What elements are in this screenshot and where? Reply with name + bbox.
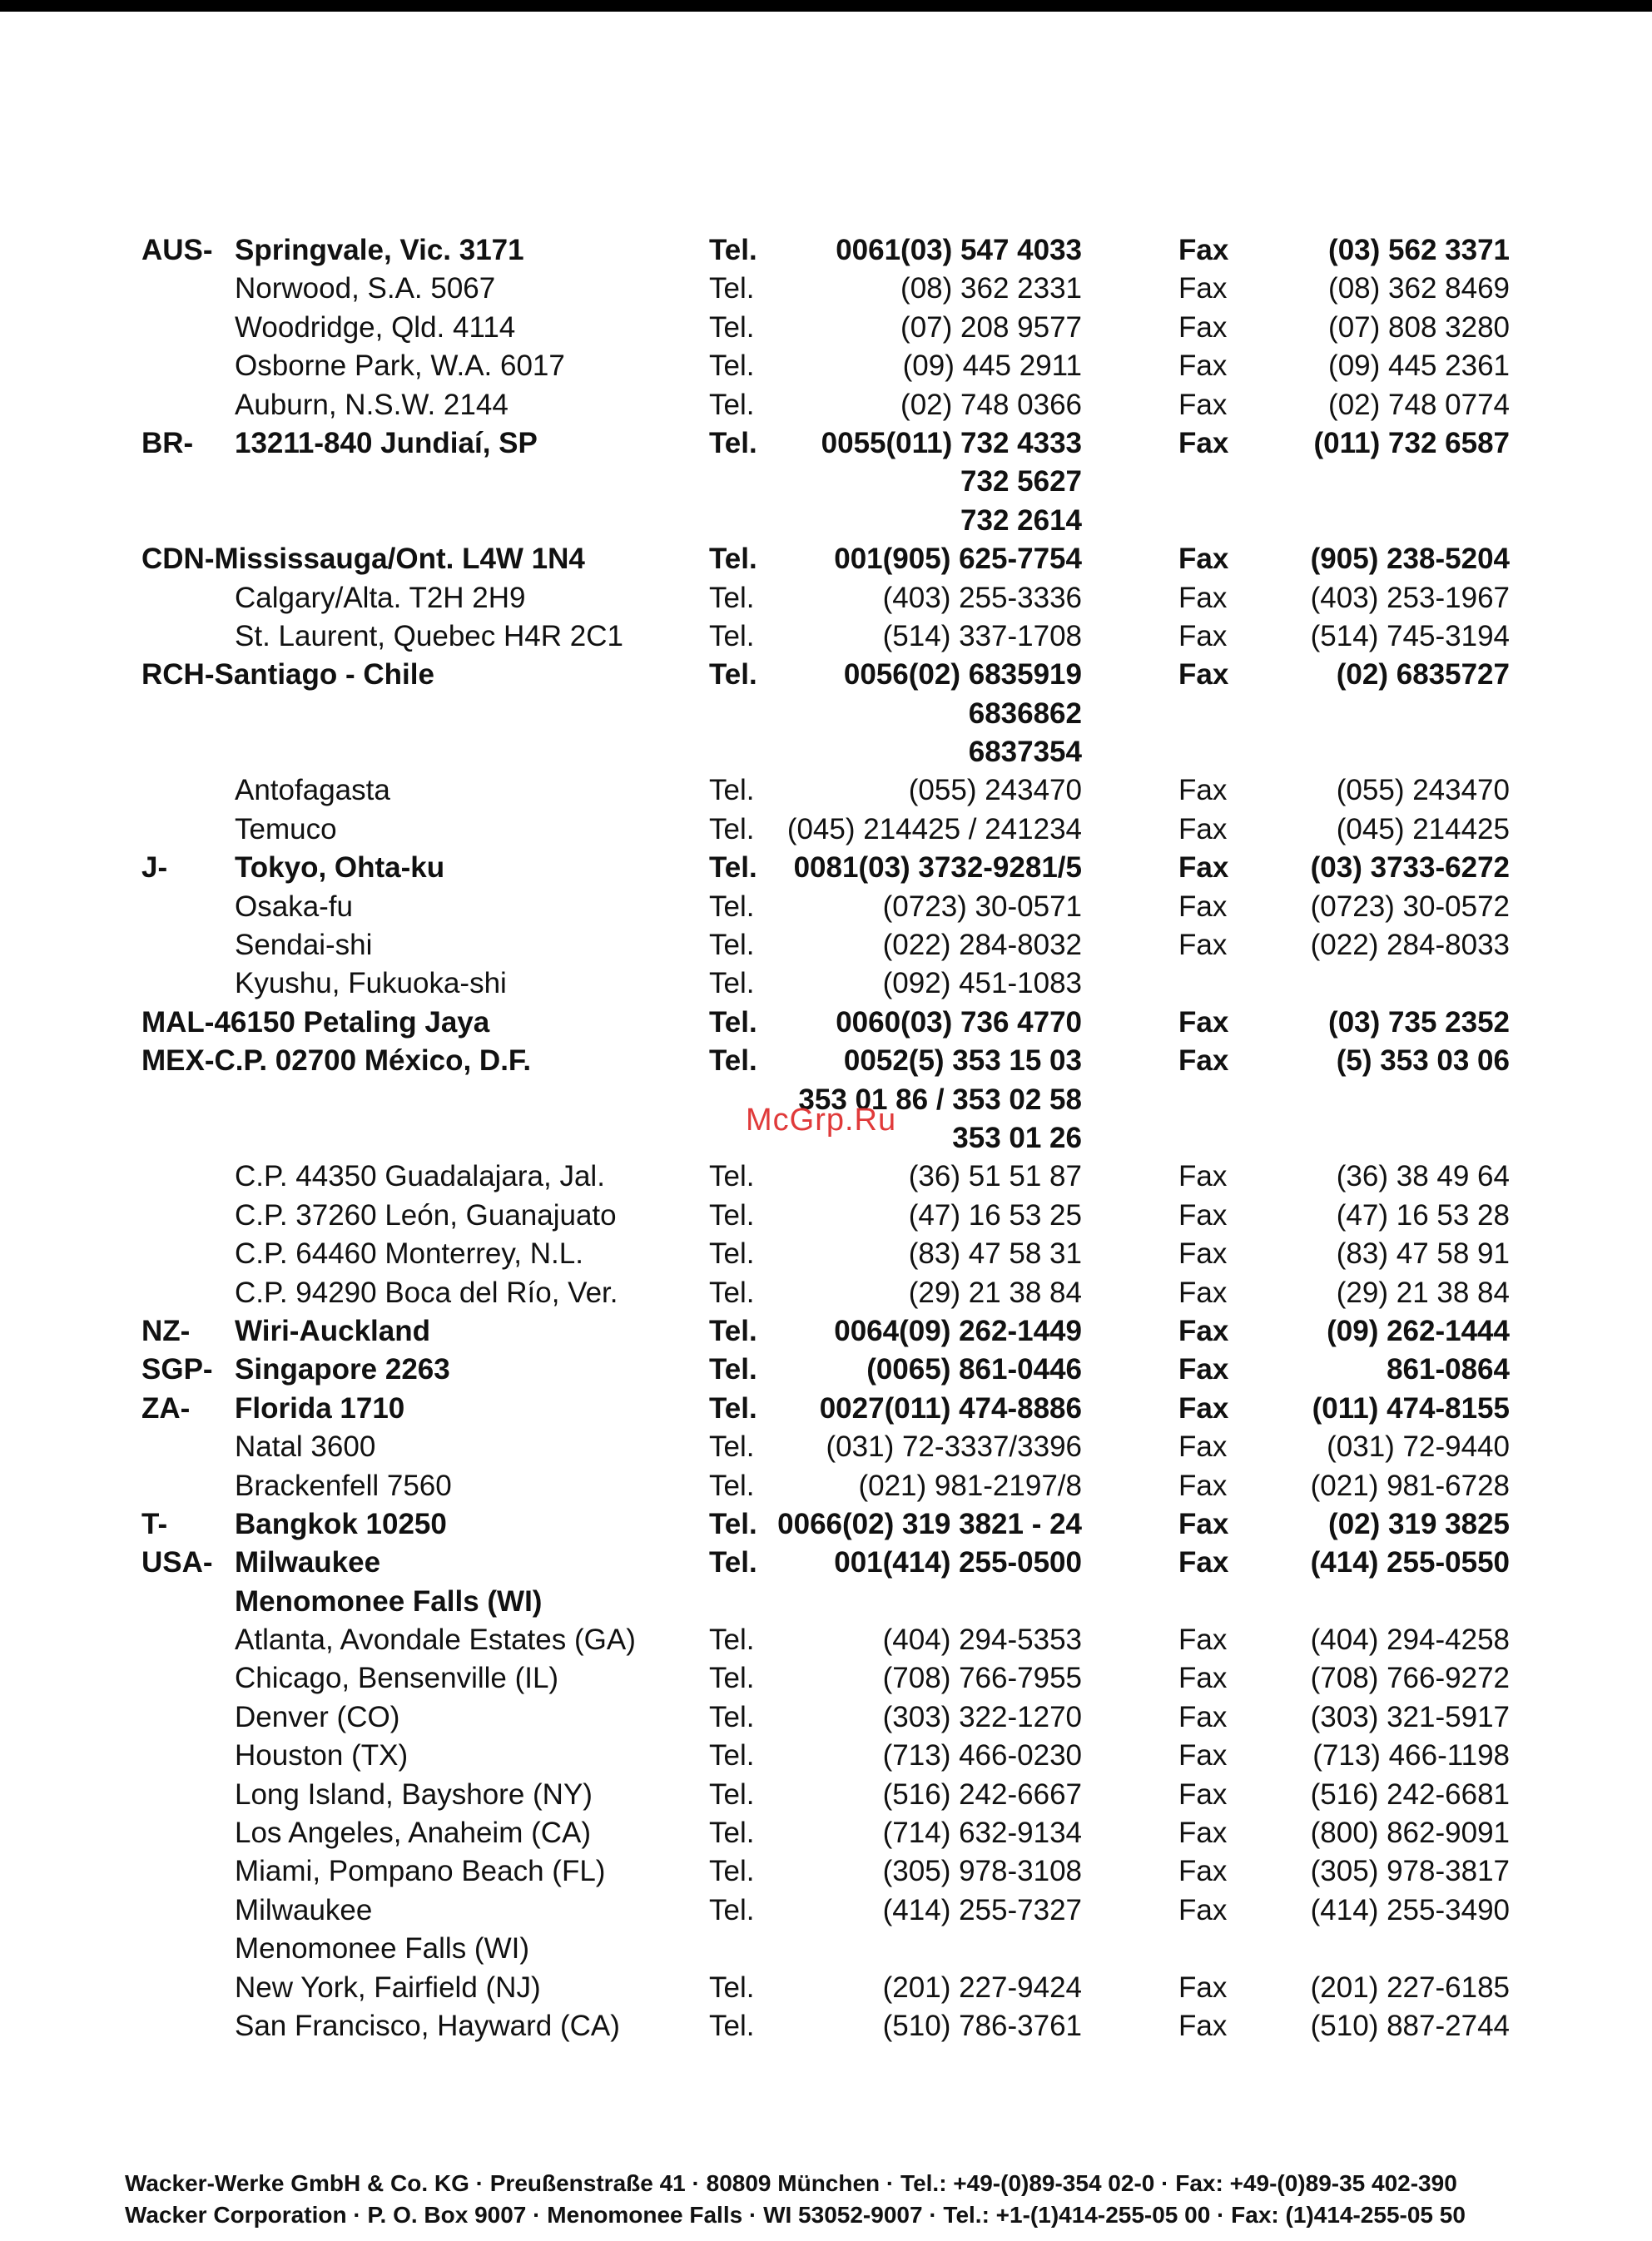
country-code: AUS- xyxy=(141,234,213,266)
tel-label: Tel. xyxy=(709,1624,755,1657)
fax-label: Fax xyxy=(1178,426,1229,459)
fax-label: Fax xyxy=(1178,774,1228,807)
location-name: Springvale, Vic. 3171 xyxy=(235,234,524,266)
tel-label: Tel. xyxy=(709,812,755,845)
location-name: Sendai-shi xyxy=(235,929,373,962)
fax-number: (03) 735 2352 xyxy=(1328,1005,1510,1039)
telephone-number: 353 01 26 xyxy=(952,1121,1082,1154)
telephone-number: 001(414) 255-0500 xyxy=(834,1546,1082,1579)
tel-label: Tel. xyxy=(709,619,755,652)
telephone-number: (0723) 30-0571 xyxy=(882,890,1082,923)
fax-number: (713) 466-1198 xyxy=(1312,1739,1510,1772)
fax-number: (02) 748 0774 xyxy=(1328,388,1510,421)
directory-row xyxy=(0,811,1652,849)
directory-row xyxy=(0,656,1652,694)
location-name: MAL-46150 Petaling Jaya xyxy=(141,1005,490,1039)
fax-label: Fax xyxy=(1178,350,1228,383)
telephone-number: (031) 72-3337/3396 xyxy=(826,1430,1082,1464)
fax-label: Fax xyxy=(1178,812,1228,845)
fax-label: Fax xyxy=(1178,1276,1228,1309)
fax-number: (403) 253-1967 xyxy=(1310,581,1510,614)
telephone-number: (714) 632-9134 xyxy=(882,1817,1082,1850)
location-name: Brackenfell 7560 xyxy=(235,1469,452,1502)
location-name: San Francisco, Hayward (CA) xyxy=(235,2009,620,2042)
fax-number: (404) 294-4258 xyxy=(1310,1624,1510,1657)
fax-label: Fax xyxy=(1178,581,1228,614)
tel-label: Tel. xyxy=(709,350,755,383)
telephone-number: (708) 766-7955 xyxy=(882,1662,1082,1695)
telephone-number: 001(905) 625-7754 xyxy=(834,543,1082,576)
telephone-number: 0061(03) 547 4033 xyxy=(836,234,1082,266)
tel-label: Tel. xyxy=(709,1005,757,1039)
directory-row xyxy=(0,1814,1652,1852)
fax-label: Fax xyxy=(1178,1700,1228,1733)
location-name: Osborne Park, W.A. 6017 xyxy=(235,350,565,383)
telephone-number: (092) 451-1083 xyxy=(882,967,1082,1000)
directory-row xyxy=(0,347,1652,385)
tel-label: Tel. xyxy=(709,426,757,459)
location-name: Bangkok 10250 xyxy=(235,1507,447,1540)
fax-label: Fax xyxy=(1178,929,1228,962)
location-name: MEX-C.P. 02700 México, D.F. xyxy=(141,1044,532,1078)
fax-label: Fax xyxy=(1178,1971,1228,2004)
fax-number: (022) 284-8033 xyxy=(1310,929,1510,962)
fax-label: Fax xyxy=(1178,619,1228,652)
telephone-number: (022) 284-8032 xyxy=(882,929,1082,962)
fax-label: Fax xyxy=(1178,234,1229,266)
telephone-number: (510) 786-3761 xyxy=(882,2009,1082,2042)
fax-label: Fax xyxy=(1178,1662,1228,1695)
fax-number: (03) 562 3371 xyxy=(1328,234,1510,266)
fax-number: (47) 16 53 28 xyxy=(1336,1198,1510,1232)
fax-number: (02) 6835727 xyxy=(1336,658,1510,692)
fax-number: (03) 3733-6272 xyxy=(1310,851,1510,885)
location-name: Antofagasta xyxy=(235,774,390,807)
directory-row xyxy=(0,695,1652,733)
directory-row xyxy=(0,579,1652,617)
fax-label: Fax xyxy=(1178,890,1228,923)
telephone-number: 0055(011) 732 4333 xyxy=(821,426,1082,459)
tel-label: Tel. xyxy=(709,1430,755,1464)
telephone-number: (404) 294-5353 xyxy=(882,1624,1082,1657)
location-name: C.P. 64460 Monterrey, N.L. xyxy=(235,1237,583,1271)
location-name: Calgary/Alta. T2H 2H9 xyxy=(235,581,526,614)
telephone-number: (09) 445 2911 xyxy=(902,350,1082,383)
directory-row xyxy=(0,1930,1652,1968)
fax-label: Fax xyxy=(1178,1739,1228,1772)
tel-label: Tel. xyxy=(709,1507,757,1540)
location-name: Norwood, S.A. 5067 xyxy=(235,272,496,305)
location-name: Singapore 2263 xyxy=(235,1353,450,1386)
directory-row xyxy=(0,1776,1652,1814)
location-name: Milwaukee xyxy=(235,1546,381,1579)
tel-label: Tel. xyxy=(709,1971,755,2004)
tel-label: Tel. xyxy=(709,851,757,885)
directory-row xyxy=(0,231,1652,270)
location-name: Chicago, Bensenville (IL) xyxy=(235,1662,559,1695)
directory-row xyxy=(0,1583,1652,1621)
tel-label: Tel. xyxy=(709,1198,755,1232)
fax-number: (83) 47 58 91 xyxy=(1336,1237,1510,1271)
top-border-bar xyxy=(0,0,1652,12)
directory-row xyxy=(0,926,1652,964)
fax-label: Fax xyxy=(1178,1314,1229,1347)
tel-label: Tel. xyxy=(709,272,755,305)
tel-label: Tel. xyxy=(709,1817,755,1850)
country-code: USA- xyxy=(141,1546,213,1579)
directory-row xyxy=(0,1004,1652,1042)
tel-label: Tel. xyxy=(709,1739,755,1772)
tel-label: Tel. xyxy=(709,310,755,344)
directory-row xyxy=(0,1351,1652,1389)
location-name: Denver (CO) xyxy=(235,1700,400,1733)
telephone-number: 6837354 xyxy=(968,736,1082,769)
tel-label: Tel. xyxy=(709,1662,755,1695)
tel-label: Tel. xyxy=(709,388,755,421)
tel-label: Tel. xyxy=(709,1855,755,1888)
location-name: Milwaukee xyxy=(235,1893,373,1926)
directory-row xyxy=(0,540,1652,578)
directory-row xyxy=(0,733,1652,771)
directory-row xyxy=(0,1505,1652,1544)
directory-row xyxy=(0,617,1652,656)
location-name: C.P. 37260 León, Guanajuato xyxy=(235,1198,617,1232)
directory-row xyxy=(0,1891,1652,1930)
location-name: Menomonee Falls (WI) xyxy=(235,1932,529,1966)
location-name: Natal 3600 xyxy=(235,1430,376,1464)
directory-row xyxy=(0,888,1652,926)
telephone-number: (201) 227-9424 xyxy=(882,1971,1082,2004)
watermark: McGrp.Ru xyxy=(746,1103,897,1138)
fax-label: Fax xyxy=(1178,1777,1228,1811)
fax-number: (055) 243470 xyxy=(1336,774,1510,807)
footer-address-germany: Wacker-Werke GmbH & Co. KG · Preußenstraße 41 · 80809 München · Tel.: +49-(0)89-354 02-0 · Fax: +49-(0)89-35 402-390 xyxy=(125,2170,1457,2196)
tel-label: Tel. xyxy=(709,234,757,266)
tel-label: Tel. xyxy=(709,1893,755,1926)
tel-label: Tel. xyxy=(709,1160,755,1193)
fax-number: (800) 862-9091 xyxy=(1310,1817,1510,1850)
directory-row xyxy=(0,1274,1652,1312)
location-name: Tokyo, Ohta-ku xyxy=(235,851,445,885)
location-name: Long Island, Bayshore (NY) xyxy=(235,1777,593,1811)
tel-label: Tel. xyxy=(709,658,757,692)
tel-label: Tel. xyxy=(709,1700,755,1733)
fax-number: (29) 21 38 84 xyxy=(1336,1276,1510,1309)
directory-row xyxy=(0,1969,1652,2007)
directory-row xyxy=(0,1852,1652,1891)
fax-number: (045) 214425 xyxy=(1336,812,1510,845)
fax-number: (02) 319 3825 xyxy=(1328,1507,1510,1540)
location-name: New York, Fairfield (NJ) xyxy=(235,1971,541,2004)
tel-label: Tel. xyxy=(709,774,755,807)
location-name: Atlanta, Avondale Estates (GA) xyxy=(235,1624,636,1657)
directory-row xyxy=(0,1158,1652,1196)
directory-row xyxy=(0,771,1652,810)
directory-row xyxy=(0,1235,1652,1273)
telephone-number: (514) 337-1708 xyxy=(882,619,1082,652)
directory-row xyxy=(0,1467,1652,1505)
fax-label: Fax xyxy=(1178,1507,1229,1540)
directory-row xyxy=(0,1698,1652,1737)
telephone-number: (07) 208 9577 xyxy=(900,310,1082,344)
fax-number: (510) 887-2744 xyxy=(1310,2009,1510,2042)
location-name: Wiri-Auckland xyxy=(235,1314,430,1347)
fax-label: Fax xyxy=(1178,1391,1229,1425)
telephone-number: (83) 47 58 31 xyxy=(908,1237,1082,1271)
fax-label: Fax xyxy=(1178,2009,1228,2042)
directory-row xyxy=(0,424,1652,463)
tel-label: Tel. xyxy=(709,1044,757,1078)
tel-label: Tel. xyxy=(709,1353,757,1386)
directory-row xyxy=(0,2007,1652,2045)
fax-label: Fax xyxy=(1178,1353,1229,1386)
directory-row xyxy=(0,270,1652,308)
directory-row xyxy=(0,1544,1652,1582)
country-code: J- xyxy=(141,851,168,885)
fax-label: Fax xyxy=(1178,1430,1228,1464)
fax-label: Fax xyxy=(1178,1817,1228,1850)
location-name: Florida 1710 xyxy=(235,1391,405,1425)
fax-label: Fax xyxy=(1178,388,1228,421)
tel-label: Tel. xyxy=(709,967,755,1000)
location-name: Menomonee Falls (WI) xyxy=(235,1584,543,1618)
fax-number: (201) 227-6185 xyxy=(1310,1971,1510,2004)
directory-row xyxy=(0,309,1652,347)
directory-row xyxy=(0,1197,1652,1235)
telephone-number: 0060(03) 736 4770 xyxy=(836,1005,1082,1039)
location-name: Temuco xyxy=(235,812,337,845)
tel-label: Tel. xyxy=(709,890,755,923)
directory-row xyxy=(0,964,1652,1003)
fax-label: Fax xyxy=(1178,310,1228,344)
directory-row xyxy=(0,1428,1652,1466)
fax-label: Fax xyxy=(1178,1546,1229,1579)
location-name: Miami, Pompano Beach (FL) xyxy=(235,1855,606,1888)
telephone-number: 0066(02) 319 3821 - 24 xyxy=(777,1507,1082,1540)
directory-row xyxy=(0,463,1652,501)
directory-row xyxy=(0,1390,1652,1428)
telephone-number: (403) 255-3336 xyxy=(882,581,1082,614)
telephone-number: (0065) 861-0446 xyxy=(866,1353,1082,1386)
location-name: 13211-840 Jundiaí, SP xyxy=(235,426,538,459)
location-name: CDN-Mississauga/Ont. L4W 1N4 xyxy=(141,543,585,576)
country-code: BR- xyxy=(141,426,194,459)
telephone-number: 6836862 xyxy=(968,697,1082,730)
fax-number: (07) 808 3280 xyxy=(1328,310,1510,344)
country-code: NZ- xyxy=(141,1314,191,1347)
tel-label: Tel. xyxy=(709,1469,755,1502)
fax-number: (516) 242-6681 xyxy=(1310,1777,1510,1811)
country-code: T- xyxy=(141,1507,168,1540)
country-code: ZA- xyxy=(141,1391,191,1425)
directory-row xyxy=(0,502,1652,540)
directory-row xyxy=(0,1312,1652,1351)
fax-number: (5) 353 03 06 xyxy=(1336,1044,1510,1078)
fax-number: (09) 445 2361 xyxy=(1328,350,1510,383)
fax-number: (708) 766-9272 xyxy=(1310,1662,1510,1695)
telephone-number: (36) 51 51 87 xyxy=(908,1160,1082,1193)
fax-number: (303) 321-5917 xyxy=(1310,1700,1510,1733)
directory-row xyxy=(0,1659,1652,1698)
fax-label: Fax xyxy=(1178,658,1229,692)
telephone-number: (516) 242-6667 xyxy=(882,1777,1082,1811)
fax-label: Fax xyxy=(1178,1624,1228,1657)
telephone-number: (08) 362 2331 xyxy=(900,272,1082,305)
fax-number: (09) 262-1444 xyxy=(1327,1314,1510,1347)
directory-row xyxy=(0,849,1652,887)
location-name: Woodridge, Qld. 4114 xyxy=(235,310,516,344)
footer-address-usa: Wacker Corporation · P. O. Box 9007 · Menomonee Falls · WI 53052-9007 · Tel.: +1-(1)414-255-05 00 · Fax: (1)414-255-05 50 xyxy=(125,2202,1466,2228)
location-name: St. Laurent, Quebec H4R 2C1 xyxy=(235,619,623,652)
telephone-number: (045) 214425 / 241234 xyxy=(786,812,1082,845)
fax-number: (514) 745-3194 xyxy=(1310,619,1510,652)
location-name: Houston (TX) xyxy=(235,1739,409,1772)
fax-label: Fax xyxy=(1178,851,1229,885)
tel-label: Tel. xyxy=(709,2009,755,2042)
fax-number: (031) 72-9440 xyxy=(1327,1430,1510,1464)
fax-label: Fax xyxy=(1178,1044,1229,1078)
location-name: Kyushu, Fukuoka-shi xyxy=(235,967,507,1000)
directory-row xyxy=(0,386,1652,424)
telephone-number: (303) 322-1270 xyxy=(882,1700,1082,1733)
tel-label: Tel. xyxy=(709,929,755,962)
telephone-number: (305) 978-3108 xyxy=(882,1855,1082,1888)
telephone-number: (02) 748 0366 xyxy=(900,388,1082,421)
telephone-number: 0027(011) 474-8886 xyxy=(819,1391,1082,1425)
telephone-number: (29) 21 38 84 xyxy=(908,1276,1082,1309)
fax-number: (011) 732 6587 xyxy=(1313,426,1510,459)
fax-number: (08) 362 8469 xyxy=(1328,272,1510,305)
telephone-number: (414) 255-7327 xyxy=(882,1893,1082,1926)
fax-number: (011) 474-8155 xyxy=(1312,1391,1510,1425)
telephone-number: 0052(5) 353 15 03 xyxy=(843,1044,1082,1078)
fax-number: (305) 978-3817 xyxy=(1310,1855,1510,1888)
fax-number: (021) 981-6728 xyxy=(1310,1469,1510,1502)
fax-label: Fax xyxy=(1178,1855,1228,1888)
tel-label: Tel. xyxy=(709,1777,755,1811)
country-code: SGP- xyxy=(141,1353,213,1386)
tel-label: Tel. xyxy=(709,581,755,614)
location-name: C.P. 94290 Boca del Río, Ver. xyxy=(235,1276,618,1309)
telephone-number: 0056(02) 6835919 xyxy=(843,658,1082,692)
fax-label: Fax xyxy=(1178,1160,1228,1193)
telephone-number: 732 2614 xyxy=(960,503,1082,537)
fax-label: Fax xyxy=(1178,1237,1228,1271)
fax-number: (36) 38 49 64 xyxy=(1336,1160,1510,1193)
fax-label: Fax xyxy=(1178,1198,1228,1232)
telephone-number: (47) 16 53 25 xyxy=(908,1198,1082,1232)
tel-label: Tel. xyxy=(709,1276,755,1309)
directory-row xyxy=(0,1042,1652,1080)
fax-label: Fax xyxy=(1178,1893,1228,1926)
location-name: Los Angeles, Anaheim (CA) xyxy=(235,1817,592,1850)
location-name: Auburn, N.S.W. 2144 xyxy=(235,388,508,421)
fax-label: Fax xyxy=(1178,1469,1228,1502)
fax-number: (0723) 30-0572 xyxy=(1310,890,1510,923)
telephone-number: 0081(03) 3732-9281/5 xyxy=(793,851,1082,885)
fax-number: (414) 255-0550 xyxy=(1310,1546,1510,1579)
telephone-number: 353 01 86 / 353 02 58 xyxy=(798,1083,1082,1116)
tel-label: Tel. xyxy=(709,1391,757,1425)
directory-row xyxy=(0,1737,1652,1775)
fax-label: Fax xyxy=(1178,272,1228,305)
telephone-number: 732 5627 xyxy=(960,465,1082,498)
directory-row xyxy=(0,1621,1652,1659)
telephone-number: 0064(09) 262-1449 xyxy=(834,1314,1082,1347)
telephone-number: (021) 981-2197/8 xyxy=(858,1469,1082,1502)
telephone-number: (713) 466-0230 xyxy=(882,1739,1082,1772)
telephone-number: (055) 243470 xyxy=(908,774,1082,807)
location-name: RCH-Santiago - Chile xyxy=(141,658,434,692)
fax-number: (414) 255-3490 xyxy=(1310,1893,1510,1926)
location-name: C.P. 44350 Guadalajara, Jal. xyxy=(235,1160,605,1193)
tel-label: Tel. xyxy=(709,543,757,576)
fax-number: (905) 238-5204 xyxy=(1310,543,1510,576)
location-name: Osaka-fu xyxy=(235,890,353,923)
tel-label: Tel. xyxy=(709,1237,755,1271)
contact-directory xyxy=(0,231,1652,2045)
fax-label: Fax xyxy=(1178,543,1229,576)
fax-number: 861-0864 xyxy=(1387,1353,1510,1386)
tel-label: Tel. xyxy=(709,1546,757,1579)
fax-label: Fax xyxy=(1178,1005,1229,1039)
tel-label: Tel. xyxy=(709,1314,757,1347)
